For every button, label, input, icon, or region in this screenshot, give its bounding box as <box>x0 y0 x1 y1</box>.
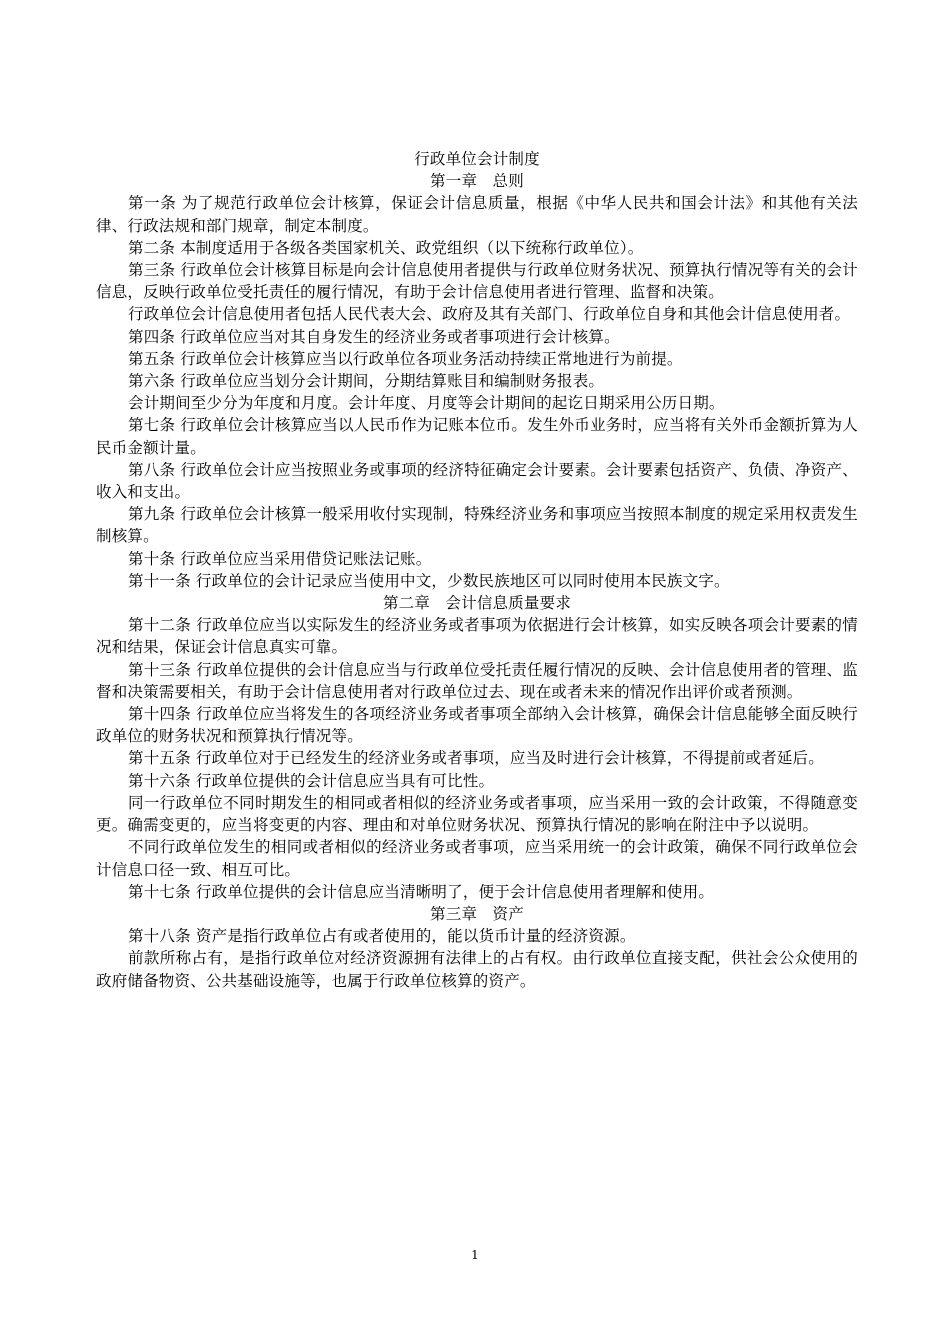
paragraph: 第六条 行政单位应当划分会计期间，分期结算账目和编制财务报表。 <box>128 372 605 391</box>
paragraph: 第八条 行政单位会计应当按照业务或事项的经济特征确定会计要素。会计要素包括资产、负债、净资产、收入和支出。 <box>96 460 858 502</box>
paragraph: 第一条 为了规范行政单位会计核算，保证会计信息质量，根据《中华人民共和国会计法》和其他有关法律、行政法规和部门规章，制定本制度。 <box>96 194 858 235</box>
document-page <box>96 148 858 992</box>
page-number: 1 <box>471 1248 479 1262</box>
paragraph: 第三条 行政单位会计核算目标是向会计信息使用者提供与行政单位财务状况、预算执行情况等有关的会计信息，反映行政单位受托责任的履行情况，有助于会计信息使用者进行管理、监督和决策。 <box>96 261 858 302</box>
paragraph: 第五条 行政单位会计核算应当以行政单位各项业务活动持续正常地进行为前提。 <box>128 349 683 368</box>
paragraph: 第十一条 行政单位的会计记录应当使用中文，少数民族地区可以同时使用本民族文字。 <box>128 571 730 590</box>
document-title: 行政单位会计制度 <box>414 150 540 168</box>
paragraph: 第十八条 资产是指行政单位占有或者使用的，能以货币计量的经济资源。 <box>128 927 636 946</box>
paragraph: 第十三条 行政单位提供的会计信息应当与行政单位受托责任履行情况的反映、会计信息使用者的管理、监督和决策需要相关，有助于会计信息使用者对行政单位过去、现在或者未来的情况作出评价或者预测。 <box>96 660 858 701</box>
paragraph: 同一行政单位不同时期发生的相同或者相似的经济业务或者事项，应当采用一致的会计政策，不得随意变更。确需变更的，应当将变更的内容、理由和对单位财务状况、预算执行情况的影响在附注中予以说明。 <box>96 793 858 835</box>
chapter-heading: 第三章 资产 <box>430 904 524 923</box>
paragraph: 第二条 本制度适用于各级各类国家机关、政党组织（以下统称行政单位）。 <box>128 238 644 257</box>
paragraph: 第十七条 行政单位提供的会计信息应当清晰明了，便于会计信息使用者理解和使用。 <box>128 882 715 901</box>
paragraph: 第四条 行政单位应当对其自身发生的经济业务或者事项进行会计核算。 <box>128 327 620 346</box>
paragraph: 第十四条 行政单位应当将发生的各项经济业务或者事项全部纳入会计核算，确保会计信息能够全面反映行政单位的财务状况和预算执行情况等。 <box>96 705 858 746</box>
paragraph: 第十条 行政单位应当采用借贷记账法记账。 <box>128 549 432 568</box>
paragraph: 第十二条 行政单位应当以实际发生的经济业务或者事项为依据进行会计核算，如实反映各项会计要素的情况和结果，保证会计信息真实可靠。 <box>96 616 858 657</box>
chapter-heading: 第一章 总则 <box>430 172 524 191</box>
paragraph: 行政单位会计信息使用者包括人民代表大会、政府及其有关部门、行政单位自身和其他会计信息使用者。 <box>128 305 851 324</box>
paragraph: 前款所称占有，是指行政单位对经济资源拥有法律上的占有权。由行政单位直接支配，供社会公众使用的政府储备物资、公共基础设施等，也属于行政单位核算的资产。 <box>96 949 858 990</box>
paragraph: 第七条 行政单位会计核算应当以人民币作为记账本位币。发生外币业务时，应当将有关外币金额折算为人民币金额计量。 <box>96 416 858 457</box>
chapter-heading: 第二章 会计信息质量要求 <box>382 594 572 613</box>
paragraph: 第十五条 行政单位对于已经发生的经济业务或者事项，应当及时进行会计核算，不得提前或者延后。 <box>128 749 824 768</box>
paragraph: 第九条 行政单位会计核算一般采用收付实现制，特殊经济业务和事项应当按照本制度的规定采用权责发生制核算。 <box>96 505 858 546</box>
paragraph: 会计期间至少分为年度和月度。会计年度、月度等会计期间的起讫日期采用公历日期。 <box>128 394 725 413</box>
paragraph: 第十六条 行政单位提供的会计信息应当具有可比性。 <box>128 771 495 790</box>
paragraph: 不同行政单位发生的相同或者相似的经济业务或者事项，应当采用统一的会计政策，确保不同行政单位会计信息口径一致、相互可比。 <box>96 838 858 879</box>
